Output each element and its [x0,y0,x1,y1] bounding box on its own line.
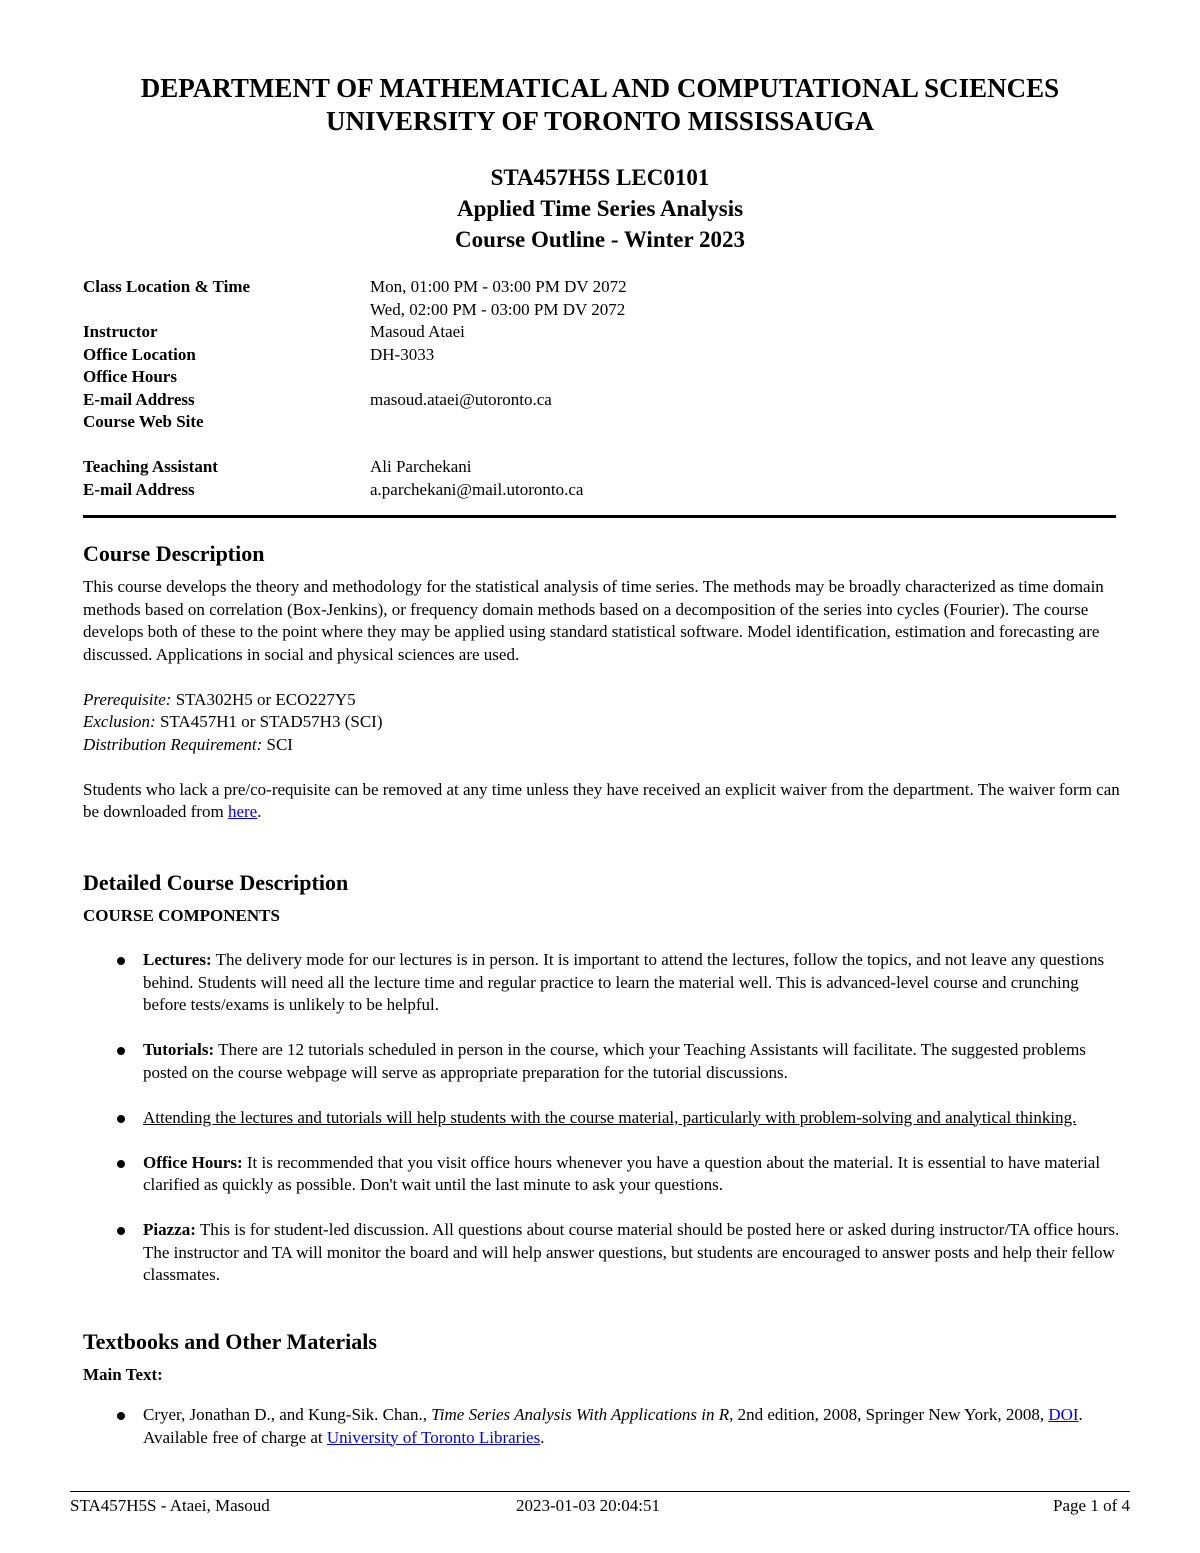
footer-page-number: Page 1 of 4 [1053,1496,1130,1515]
list-item [83,1219,1123,1287]
main-text-label: Main Text: [83,1365,163,1384]
email-label: E-mail Address [83,389,195,409]
prerequisite-value: STA302H5 or ECO227Y5 [175,689,356,709]
waiver-link[interactable]: here [227,802,258,821]
ta-label: Teaching Assistant [83,457,218,476]
bullet-icon [117,1047,125,1055]
course-code: STA457H5S LEC0101 [490,165,710,190]
class-time-2: Wed, 02:00 PM - 03:00 PM DV 2072 [370,299,626,319]
outline-title: Course Outline - Winter 2023 [454,227,746,252]
component-text: Attending the lectures and tutorials will help students with the course material, particularly with problem-solving and analytical thinking. [143,1107,1077,1127]
class-time-1: Mon, 01:00 PM - 03:00 PM DV 2072 [370,277,627,296]
component-text: It is recommended that you visit office hours whenever you have a question about the material. It is essential to have material clarified as quickly as possible. Don't wait until the last minute to ask your questions. [143,1152,1101,1194]
textbooks-section [83,1328,1123,1449]
waiver-end: . [257,802,262,821]
textbooks-heading: Textbooks and Other Materials [83,1329,377,1354]
list-item [83,1107,1123,1130]
office-hours-label: Office Hours [83,367,177,386]
course-description-section [83,540,1123,824]
office-location-row [83,344,1123,367]
office-location-label: Office Location [83,344,196,364]
exclusion-line [83,711,1123,734]
course-components-heading: COURSE COMPONENTS [83,906,280,925]
website-row [83,411,1123,434]
component-label: Piazza: [143,1220,196,1239]
ta-email-row [83,479,1123,502]
components-list [83,949,1123,1287]
waiver-text: Students who lack a pre/co-requisite can be removed at any time unless they have received an explicit waiver from the department. The waiver form can be downloaded from [83,779,1120,821]
exclusion-label: Exclusion: [83,712,156,731]
class-time-row-2 [83,299,1123,322]
ta-value: Ali Parchekani [370,457,472,476]
instructor-label: Instructor [83,322,158,341]
footer-timestamp: 2023-01-03 20:04:51 [516,1496,661,1515]
textbook-list [83,1404,1123,1449]
ta-row [83,456,1123,479]
list-item [83,1039,1123,1084]
doi-link[interactable]: DOI [1048,1405,1079,1424]
footer-left: STA457H5S - Ataei, Masoud [70,1496,270,1515]
waiver-paragraph [83,779,1123,824]
class-location-label: Class Location & Time [83,277,251,296]
distribution-value: SCI [266,734,293,754]
library-link[interactable]: University of Toronto Libraries [326,1427,541,1447]
ref-details: 2nd edition, 2008, Springer New York, 2008, [737,1405,1045,1424]
ref-authors: Cryer, Jonathan D., and Kung-Sik. Chan., [143,1405,428,1424]
office-location-value: DH-3033 [370,344,435,364]
office-hours-row [83,366,1123,389]
distribution-line [83,734,1123,757]
exclusion-value: STA457H1 or STAD57H3 (SCI) [159,712,383,731]
bullet-icon [117,1160,125,1168]
list-item [83,1404,1123,1449]
bullet-icon [117,1115,125,1123]
detailed-description-heading: Detailed Course Description [83,870,349,895]
course-description-body: This course develops the theory and methodology for the statistical analysis of time series. The methods may be broadly characterized as time domain methods based on correlation (Box-Jenkins), or frequency domain methods based on a decomposition of the series into cycles (Fourier). The course develops both of these to the point where they may be applied using standard statistical software. Model identification, estimation and forecasting are discussed. Applications in social and physical sciences are used. [83,577,1104,664]
bullet-icon [117,957,125,965]
course-info-table [83,276,1123,501]
component-text: There are 12 tutorials scheduled in person in the course, which your Teaching Assistants will facilitate. The suggested problems posted on the course webpage will serve as appropriate preparation for the tutorial discussions. [143,1040,1086,1082]
list-item [83,949,1123,1017]
component-label: Office Hours: [143,1152,243,1172]
prerequisite-label: Prerequisite: [83,689,172,709]
component-label: Lectures: [143,950,212,969]
ref-title: Time Series Analysis With Applications in R, [431,1405,734,1424]
instructor-value: Masoud Ataei [370,322,465,341]
footer-divider [70,1491,1130,1492]
component-label: Tutorials: [143,1040,215,1059]
class-location-row [83,276,1123,299]
bullet-icon [117,1412,125,1420]
ta-email-value[interactable]: a.parchekani@mail.utoronto.ca [370,479,584,499]
email-value[interactable]: masoud.ataei@utoronto.ca [370,389,552,409]
bullet-icon [117,1227,125,1235]
ref-end: . [540,1427,545,1447]
list-item [83,1152,1123,1197]
component-text: The delivery mode for our lectures is in person. It is important to attend the lectures, follow the topics, and not leave any questions behind. Students will need all the lecture time and regular practice to learn the material well. This is advanced-level course and crunching before tests/exams is unlikely to be helpful. [143,950,1105,1014]
department-title: DEPARTMENT OF MATHEMATICAL AND COMPUTATIONAL SCIENCES [140,73,1060,103]
prerequisite-line [83,689,1123,712]
university-title: UNIVERSITY OF TORONTO MISSISSAUGA [326,106,874,136]
course-title: Applied Time Series Analysis [456,196,744,221]
distribution-label: Distribution Requirement: [83,734,263,754]
detailed-description-section [83,869,1123,1287]
component-text: This is for student-led discussion. All questions about course material should be posted here or asked during instructor/TA office hours. The instructor and TA will monitor the board and will help answer questions, but students are encouraged to answer posts and help their fellow classmates. [143,1220,1120,1284]
ref-available: . Available free of charge at [143,1405,1083,1447]
email-row [83,389,1123,412]
course-description-heading: Course Description [83,541,265,566]
ta-email-label: E-mail Address [83,479,195,499]
instructor-row [83,321,1123,344]
website-label: Course Web Site [83,412,204,431]
header-divider [83,515,1116,518]
